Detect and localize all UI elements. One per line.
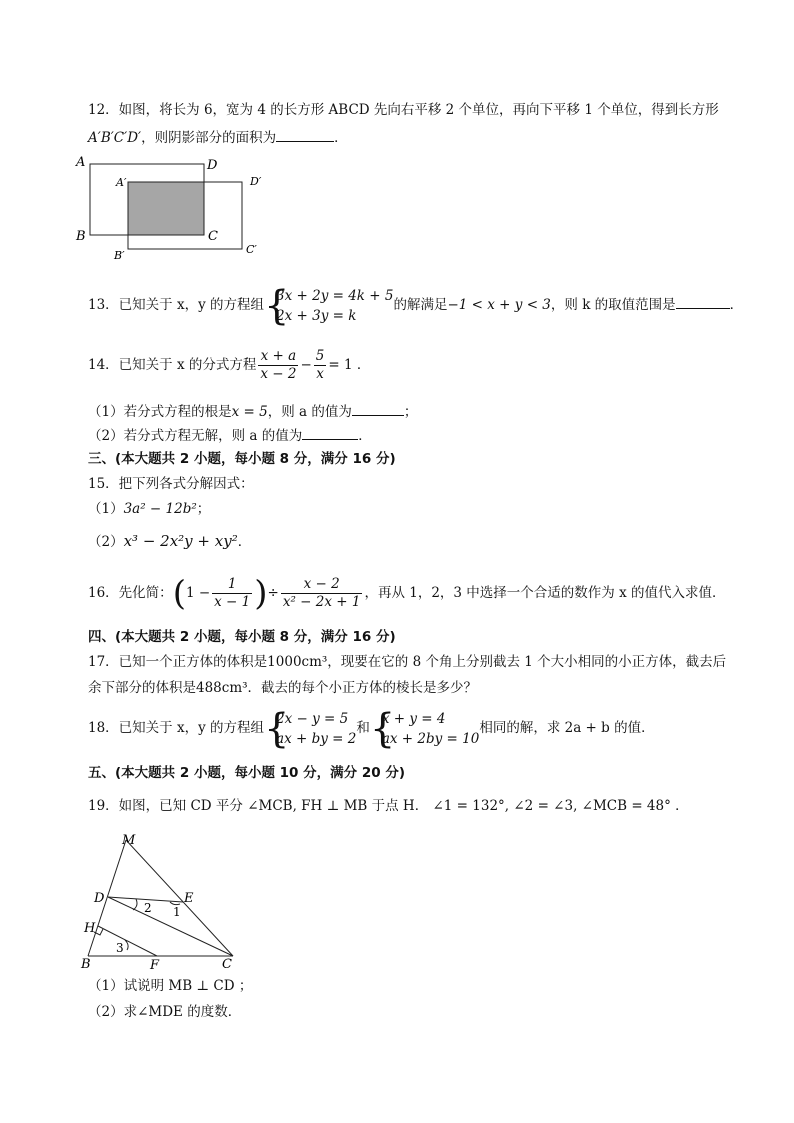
angle-1-label: 1 — [173, 905, 181, 919]
q14: 14．已知关于 x 的分式方程 $\frac{x + a}{x - 2}$ − $\frac{5}{x}$ = 1 ． — [88, 348, 371, 382]
label-A: A — [76, 155, 86, 170]
q15-part2: （2）x³ − 2x²y + xy²． — [88, 532, 252, 550]
q12-line1: 12．如图，将长为 6，宽为 4 的长方形 ABCD 先向右平移 2 个单位，再向下平移 1 个单位，得到长方形 — [88, 102, 719, 118]
q14-part2-blank[interactable] — [302, 425, 358, 440]
q13-answer-blank[interactable] — [676, 294, 730, 309]
label-C-prime: C′ — [246, 243, 257, 256]
q19-part2: （2）求∠MDE 的度数． — [88, 1004, 242, 1020]
q18-system-2: { x + y = 4 ax + 2by = 10 — [369, 705, 480, 752]
label-B-prime: B′ — [114, 249, 125, 262]
label-D-prime: D′ — [250, 175, 262, 188]
section-5-heading: 五、(本大题共 2 小题，每小题 10 分，满分 20 分) — [88, 765, 406, 781]
q18: 18．已知关于 x，y 的方程组 { 2x − y = 5 ax + by = 2 和 { x + y = 4 ax + 2by = 10 相同的解，求 2a + b 的值． — [88, 705, 655, 752]
label-D: D — [207, 158, 218, 173]
section-4-heading: 四、(本大题共 2 小题，每小题 8 分，满分 16 分) — [88, 629, 396, 645]
q14-part1-blank[interactable] — [352, 401, 404, 416]
q13: 13．已知关于 x，y 的方程组 { 3x + 2y = 4k + 5 2x + 3y = k 的解满足−1 < x + y < 3，则 k 的取值范围是 ． — [88, 282, 744, 329]
label-B: B — [81, 957, 91, 972]
q14-fraction-1: $\frac{x + a}{x - 2}$ — [260, 348, 297, 382]
q14-part1: （1）若分式方程的根是x = 5，则 a 的值为 ； — [88, 401, 417, 421]
label-A-prime: A′ — [116, 176, 127, 189]
q15-part1: （1）3a² − 12b²； — [88, 501, 211, 517]
q12-line2: A′B′C′D′，则阴影部分的面积为 ． — [88, 127, 348, 147]
label-E: E — [184, 891, 194, 906]
shaded-region — [128, 182, 204, 235]
q17-line2: 余下部分的体积是488cm³．截去的每个小正方体的棱长是多少？ — [88, 680, 478, 696]
q19-line1: 19．如图，已知 CD 平分 ∠MCB, FH ⊥ MB 于点 H． ∠1 = 132°, ∠2 = ∠3, ∠MCB = 48° ． — [88, 798, 689, 814]
q16-fraction-2: $\frac{x - 2}{\text{x² − 2x + 1}}$ — [282, 576, 361, 610]
label-C: C — [208, 229, 218, 244]
q19-triangle-figure — [78, 826, 248, 974]
q18-system-1: { 2x − y = 5 ax + by = 2 — [264, 705, 357, 752]
angle-3-label: 3 — [116, 941, 124, 955]
q15-title: 15．把下列各式分解因式： — [88, 476, 254, 492]
q14-part2: （2）若分式方程无解，则 a 的值为 ． — [88, 425, 372, 445]
q16: 16．先化简：(1 − $\frac{1}{x - 1}$ )÷ $\frac{x - 2}{\text{x² − 2x + 1}}$ ，再从 1，2，3 中选择一个合适的数作为 x 的值代入求值． — [88, 573, 726, 614]
angle-2-label: 2 — [144, 901, 152, 915]
label-M: M — [122, 833, 136, 848]
label-D: D — [94, 891, 105, 906]
q16-fraction-1: $\frac{1}{x - 1}$ — [214, 576, 251, 610]
q12-answer-blank[interactable] — [276, 127, 334, 142]
label-H: H — [84, 921, 96, 936]
q19-part1: （1）试说明 MB ⊥ CD ； — [88, 978, 253, 994]
label-B: B — [76, 229, 86, 244]
q17-line1: 17．已知一个正方体的体积是1000cm³，现要在它的 8 个角上分别截去 1 个大小相同的小正方体，截去后 — [88, 654, 727, 670]
label-F: F — [150, 958, 160, 973]
q14-fraction-2: $\frac{5}{x}$ — [315, 348, 325, 382]
section-3-heading: 三、(本大题共 2 小题，每小题 8 分，满分 16 分) — [88, 451, 396, 467]
label-C: C — [222, 957, 232, 972]
q13-system: { 3x + 2y = 4k + 5 2x + 3y = k — [264, 282, 394, 329]
q12-rectangle-figure — [70, 152, 270, 267]
